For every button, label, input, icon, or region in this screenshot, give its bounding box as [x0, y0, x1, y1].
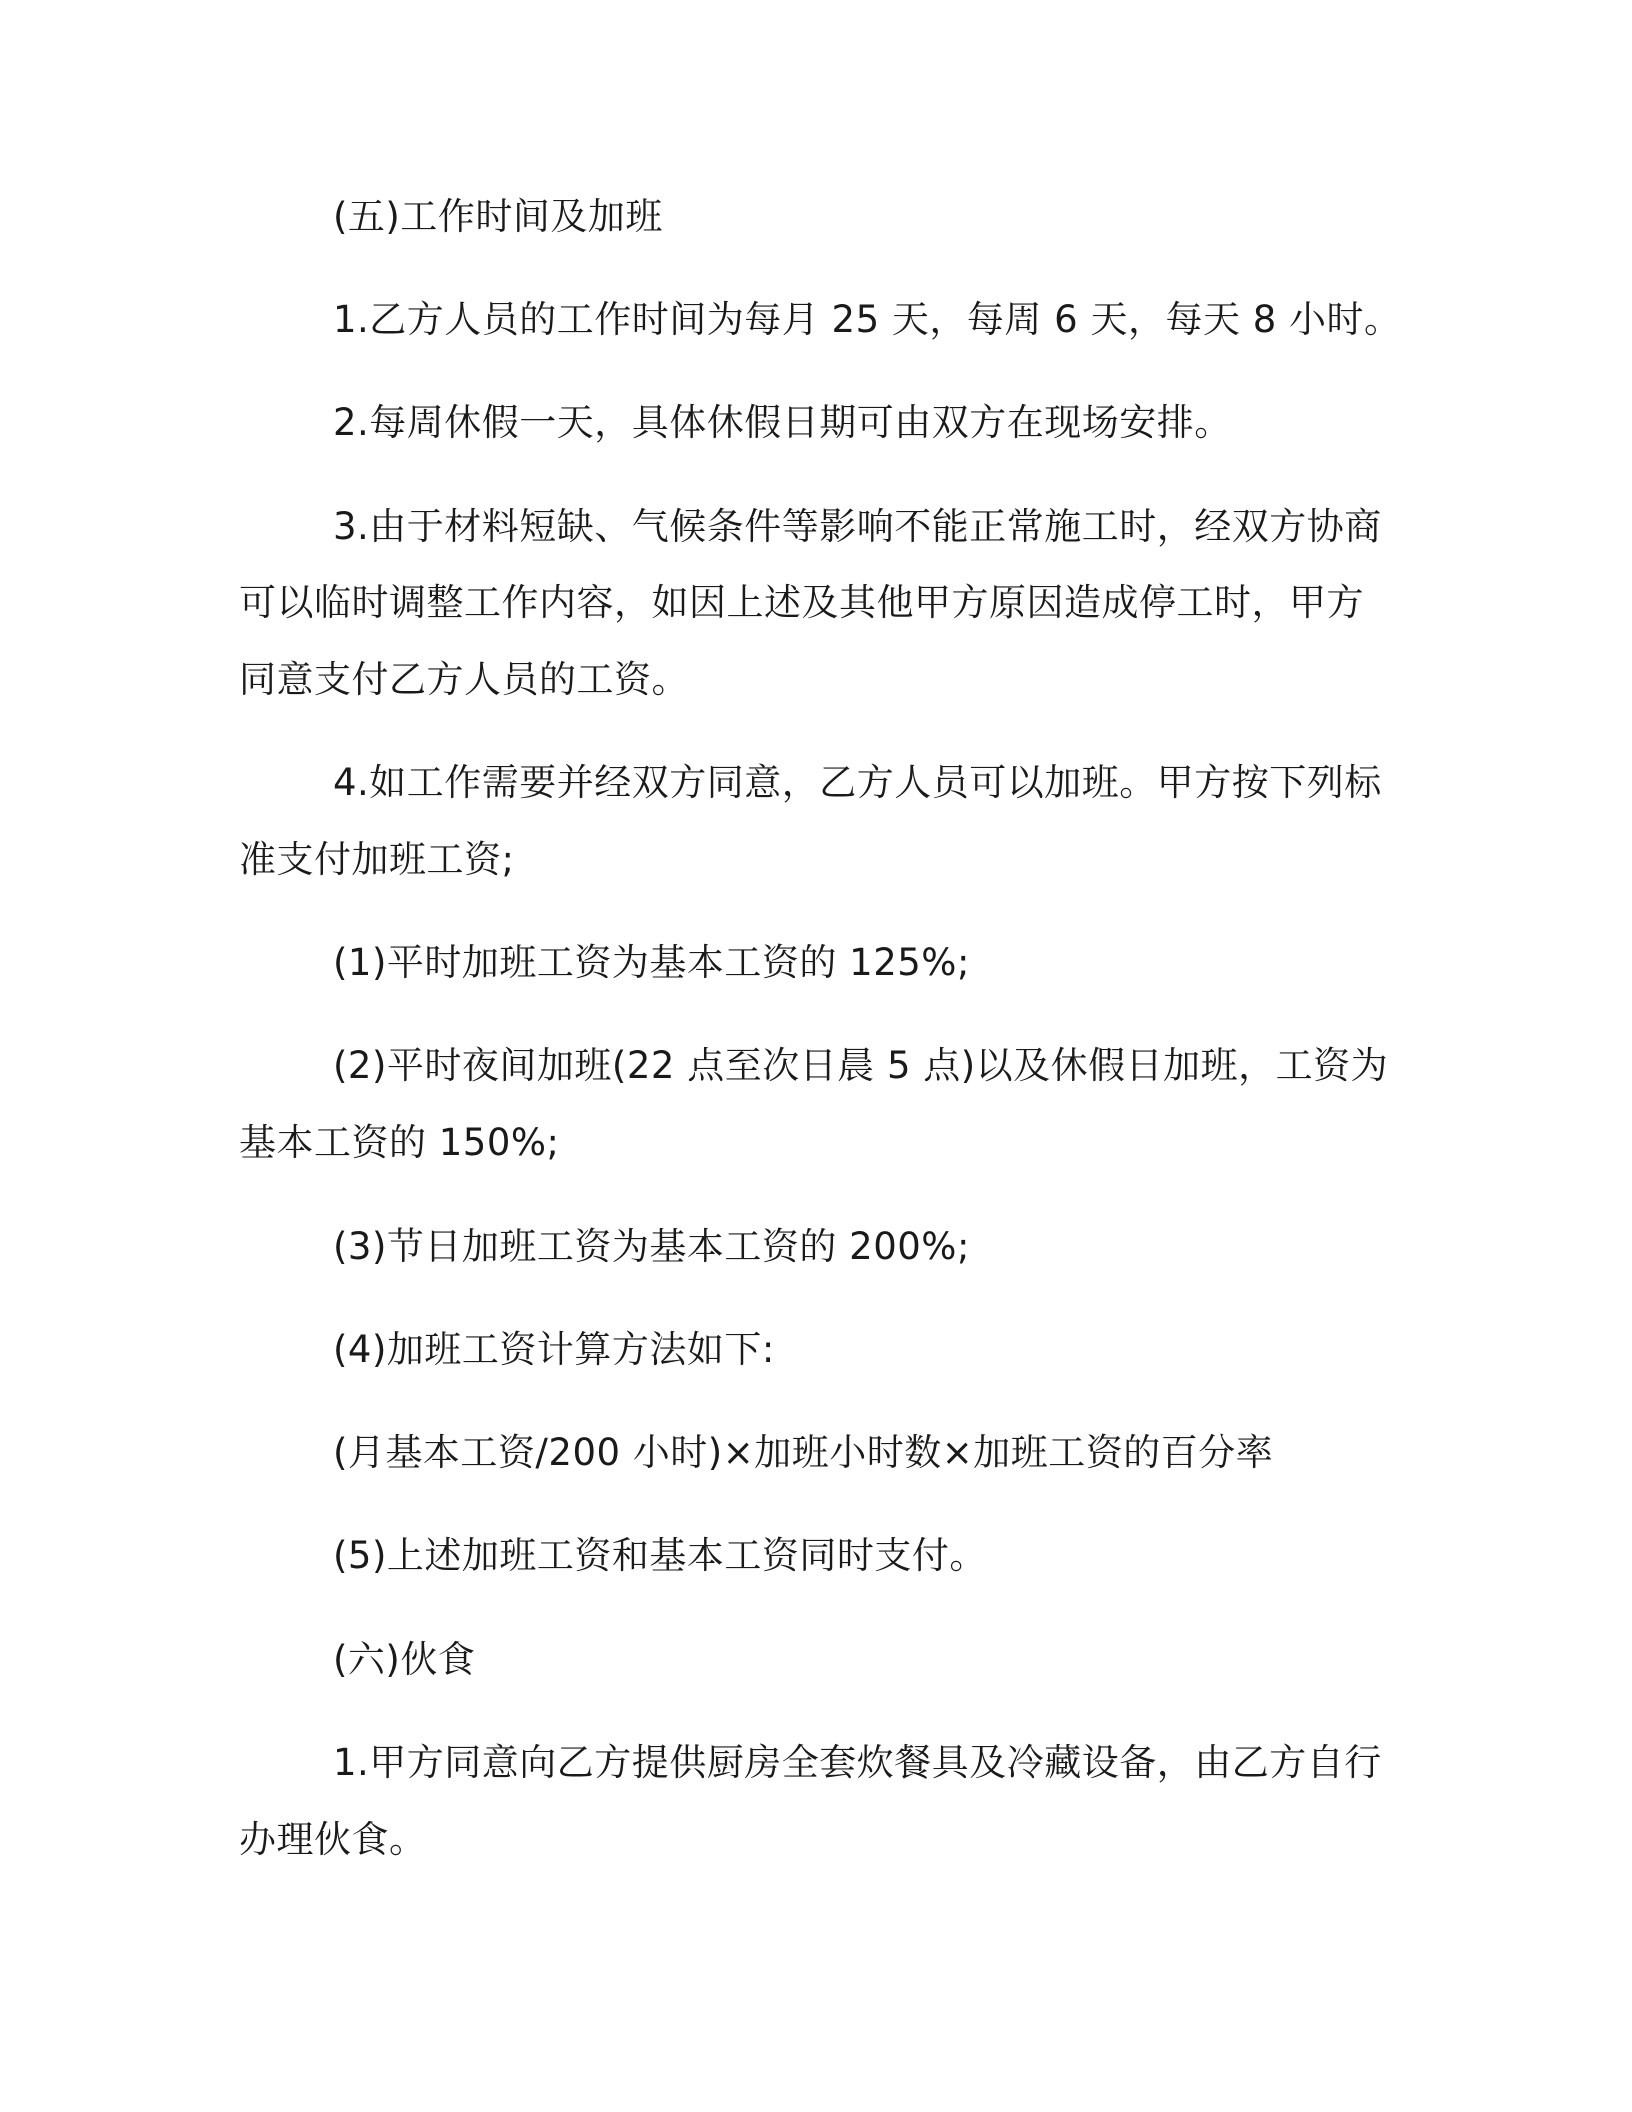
clause-2-weekly-rest: 2.每周休假一天，具体休假日期可由双方在现场安排。: [333, 401, 1232, 444]
overtime-formula: (月基本工资/200 小时)×加班小时数×加班工资的百分率: [333, 1431, 1274, 1474]
clause-3-line-2: 可以临时调整工作内容，如因上述及其他甲方原因造成停工时，甲方: [239, 581, 1364, 624]
meals-clause-1-line-1: 1.甲方同意向乙方提供厨房全套炊餐具及冷藏设备，由乙方自行: [333, 1741, 1382, 1784]
meals-clause-1-line-2: 办理伙食。: [239, 1818, 427, 1861]
clause-4-line-2: 准支付加班工资;: [239, 838, 515, 881]
subclause-5-payment: (5)上述加班工资和基本工资同时支付。: [333, 1534, 987, 1577]
subclause-4-calculation: (4)加班工资计算方法如下:: [333, 1328, 775, 1371]
subclause-2-line-2: 基本工资的 150%;: [239, 1121, 560, 1164]
subclause-2-line-1: (2)平时夜间加班(22 点至次日晨 5 点)以及休假日加班，工资为: [333, 1044, 1389, 1087]
section-heading-work-hours: (五)工作时间及加班: [333, 195, 663, 238]
subclause-1-ordinary-overtime: (1)平时加班工资为基本工资的 125%;: [333, 941, 970, 984]
clause-3-line-3: 同意支付乙方人员的工资。: [239, 658, 689, 701]
clause-4-line-1: 4.如工作需要并经双方同意，乙方人员可以加班。甲方按下列标: [333, 761, 1382, 804]
subclause-3-holiday-overtime: (3)节日加班工资为基本工资的 200%;: [333, 1225, 970, 1268]
section-heading-meals: (六)伙食: [333, 1638, 476, 1681]
clause-3-line-1: 3.由于材料短缺、气候条件等影响不能正常施工时，经双方协商: [333, 505, 1382, 548]
clause-1-work-schedule: 1.乙方人员的工作时间为每月 25 天，每周 6 天，每天 8 小时。: [333, 298, 1402, 341]
